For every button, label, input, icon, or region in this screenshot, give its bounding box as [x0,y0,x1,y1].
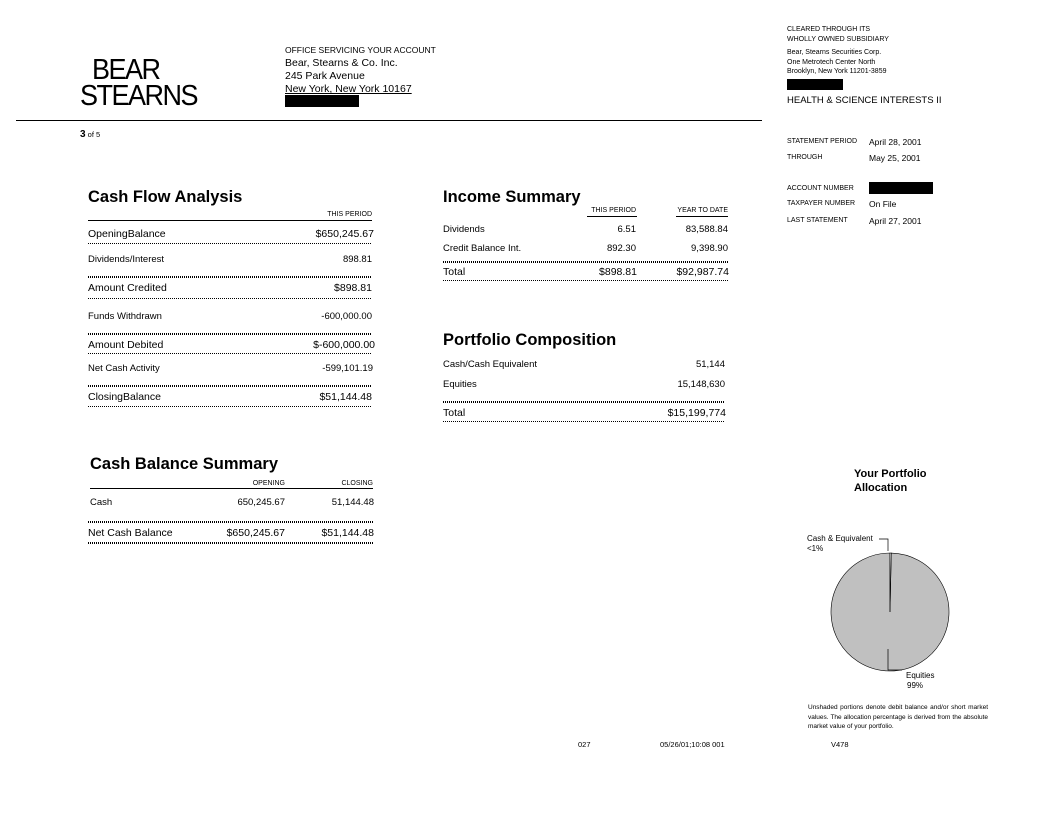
divider [88,353,372,354]
page-number [80,129,100,140]
row-label: Net Cash Balance [88,527,173,539]
account-number [787,185,854,192]
logo-line-1: BEAR [92,53,160,86]
redacted-block [285,95,359,107]
cash-flow-col-header: THIS PERIOD [327,211,372,218]
row-label: Cash [90,497,113,508]
allocation-title-line2: Allocation [854,482,908,494]
row-label: Dividends [443,224,485,235]
statement-period [787,137,922,147]
page-of: of 5 [87,130,101,139]
through-value: May 25, 2001 [869,153,921,163]
row-value: -599,101.19 [322,363,373,374]
divider [88,406,372,407]
row-value: $51,144.48 [319,391,372,403]
row-label: ClosingBalance [88,391,161,403]
office-address-line2: New York, New York 10167 [285,83,412,95]
footer-timestamp: 05/26/01;10:08 001 [660,740,725,749]
row-label: Amount Credited [88,282,167,294]
footer-code-2: V478 [831,740,849,749]
row-label: Net Cash Activity [88,363,160,374]
row-label: Cash/Cash Equivalent [443,359,537,370]
last-statement-value: April 27, 2001 [869,216,922,226]
redacted-block [787,79,843,90]
clearing-address2: Brooklyn, New York 11201-3859 [787,68,887,75]
row-label: Equities [443,379,477,390]
row-value: $650,245.67 [315,228,374,240]
divider [676,216,728,217]
cash-balance-col-opening: OPENING [252,480,285,487]
income-col-year-to-date: YEAR TO DATE [677,207,728,214]
page-current: 3 [80,129,86,140]
row-value: $-600,000.00 [313,339,375,351]
clearing-address1: One Metrotech Center North [787,58,876,66]
footer-code-1: 027 [578,740,591,749]
row-closing: 51,144.48 [331,497,374,508]
row-opening: $650,245.67 [226,527,285,539]
divider [88,521,373,523]
row-ytd: 83,588.84 [685,224,728,235]
row-value: 898.81 [342,254,372,265]
row-label: Dividends/Interest [88,254,165,265]
row-label: Funds Withdrawn [88,311,162,322]
allocation-title-line1: Your Portfolio [854,468,927,480]
divider [88,276,372,278]
row-opening: 650,245.67 [237,497,285,508]
row-label: OpeningBalance [88,228,166,240]
office-name: Bear, Stearns & Co. Inc. [285,57,398,69]
cash-flow-title: Cash Flow Analysis [88,188,243,206]
equities-pct-text: 99% [907,681,924,690]
row-period: 6.51 [617,224,636,235]
row-period: $898.81 [599,266,637,278]
row-label: Total [443,266,466,278]
account-name: HEALTH & SCIENCE INTERESTS II [787,94,942,106]
row-value: -600,000.00 [321,311,372,322]
cash-balance-title: Cash Balance Summary [90,455,279,473]
last-statement-label: LAST STATEMENT [787,217,848,224]
bear-stearns-logo [80,53,198,112]
cash-pct-text: <1% [807,544,824,553]
divider [88,542,373,544]
row-value: $898.81 [334,282,372,294]
taxpayer-number-label: TAXPAYER NUMBER [787,200,856,207]
divider [443,401,725,403]
account-number-label: ACCOUNT NUMBER [787,185,854,192]
clearing-info [787,25,942,105]
income-col-this-period: THIS PERIOD [591,207,636,214]
income-title: Income Summary [443,188,581,206]
taxpayer-number-value: On File [869,199,897,209]
through-label: THROUGH [787,154,823,161]
allocation-pie-chart [800,530,960,680]
statement-period-value: April 28, 2001 [869,137,922,147]
allocation-title [854,467,927,495]
divider [88,220,372,221]
divider [587,216,637,217]
divider [88,385,372,387]
through-date [787,153,921,163]
divider [88,243,372,244]
row-label: Amount Debited [88,339,164,351]
clearing-line1: CLEARED THROUGH ITS [787,26,871,33]
row-label: Total [443,407,466,419]
row-value: $15,199,774 [667,407,726,419]
logo-line-2: STEARNS [80,79,198,112]
row-closing: $51,144.48 [321,527,374,539]
row-period: 892.30 [606,243,636,254]
statement-period-label: STATEMENT PERIOD [787,138,858,145]
divider [443,421,725,422]
divider [443,261,728,263]
divider [90,488,373,489]
divider [88,298,372,299]
equities-label-text: Equities [906,671,935,680]
clearing-line2: WHOLLY OWNED SUBSIDIARY [787,35,889,43]
row-value: 15,148,630 [677,379,725,390]
divider [443,280,728,281]
cash-balance-col-closing: CLOSING [341,480,373,487]
account-number-redacted [869,182,933,194]
taxpayer-number [787,199,897,209]
last-statement [787,216,922,226]
office-address [285,44,436,107]
row-value: 51,144 [695,359,725,370]
clearing-name: Bear, Stearns Securities Corp. [787,49,882,56]
header-divider [16,120,762,121]
allocation-note: Unshaded portions denote debit balance and/or short market values. The allocation percentage is derived from the absolute market value of your portfolio. [808,704,988,730]
row-ytd: 9,398.90 [691,243,728,254]
divider [88,333,372,335]
row-label: Credit Balance Int. [443,243,522,254]
cash-label-text: Cash & Equivalent [807,534,873,543]
portfolio-title: Portfolio Composition [443,331,617,349]
row-ytd: $92,987.74 [676,266,729,278]
office-address-line1: 245 Park Avenue [285,70,365,82]
office-heading: OFFICE SERVICING YOUR ACCOUNT [285,45,436,55]
cash-leader-line [879,539,888,551]
